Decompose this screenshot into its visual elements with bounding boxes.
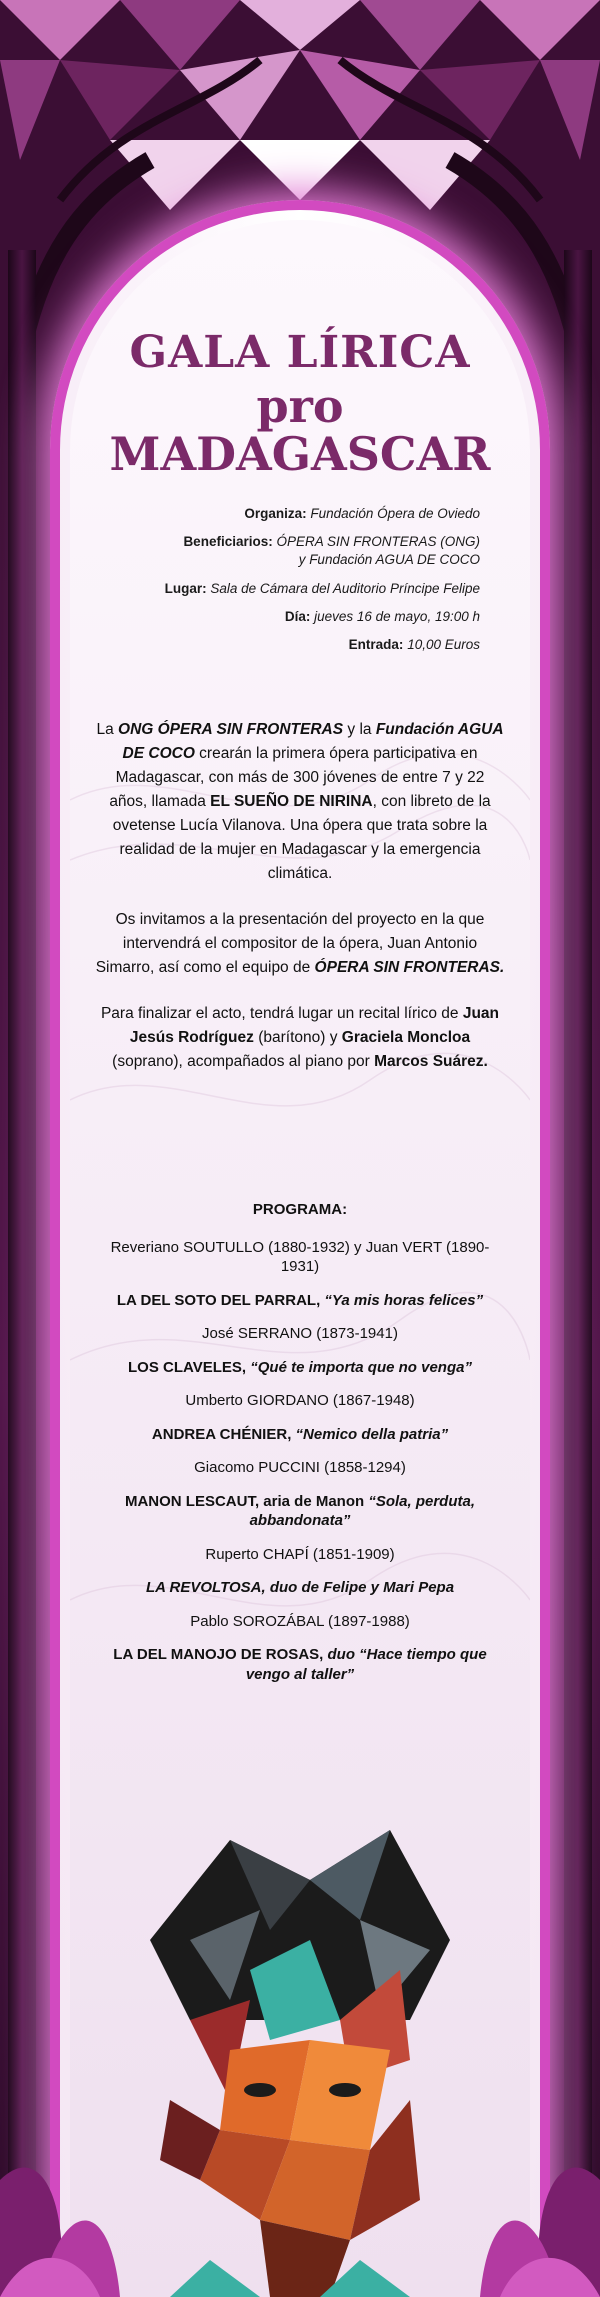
detail-entrada: Entrada: 10,00 Euros xyxy=(348,637,480,653)
program-composer: Ruperto CHAPÍ (1851-1909) xyxy=(205,1545,395,1563)
foliage-illustration xyxy=(0,2080,600,2297)
program-work: ANDREA CHÉNIER, “Nemico della patria” xyxy=(151,1425,449,1443)
title-line-2: pro MADAGASCAR xyxy=(109,379,491,482)
program-work: MANON LESCAUT, aria de Manon “Sola, perduta, abbandonata” xyxy=(124,1492,476,1529)
program-composer: Reveriano SOUTULLO (1880-1932) y Juan VERT (1890-1931) xyxy=(110,1238,490,1275)
tree-trunk-right xyxy=(564,250,592,2297)
detail-lugar: Lugar: Sala de Cámara del Auditorio Príncipe Felipe xyxy=(164,580,480,596)
program-work: LA DEL MANOJO DE ROSAS, duo “Hace tiempo que vengo al taller” xyxy=(113,1646,487,1683)
program-composer: Umberto GIORDANO (1867-1948) xyxy=(185,1392,415,1409)
intro-paragraph-3: Para finalizar el acto, tendrá lugar un recital lírico de Juan Jesús Rodríguez (barítono) y Graciela Moncloa (soprano), acompañados al piano por Marcos Suárez. xyxy=(100,1005,500,1071)
title-line-1: GALA LÍRICA xyxy=(129,327,471,378)
program-composer: Giacomo PUCCINI (1858-1294) xyxy=(194,1459,406,1476)
program-work: LA DEL SOTO DEL PARRAL, “Ya mis horas felices” xyxy=(116,1291,484,1309)
detail-dia: Día: jueves 16 de mayo, 19:00 h xyxy=(284,608,480,624)
intro-paragraph-1: La ONG ÓPERA SIN FRONTERAS y la Fundación AGUA DE COCO crearán la primera ópera participativa en Madagascar, con más de 300 jóvenes de entre 7 y 22 años, llamada EL SUEÑO DE NIRINA, con libreto de la ovetense Lucía Vilanova. Una ópera que trata sobre la realidad de la mujer en Madagascar y la emergencia climática. xyxy=(96,721,504,883)
program-work: LOS CLAVELES, “Qué te importa que no venga” xyxy=(128,1358,472,1376)
program-work: LA REVOLTOSA, duo de Felipe y Mari Pepa xyxy=(145,1579,455,1596)
page-title xyxy=(70,327,530,482)
event-details xyxy=(100,505,480,664)
detail-beneficiarios: Beneficiarios: ÓPERA SIN FRONTERAS (ONG) y Fundación AGUA DE COCO xyxy=(183,534,480,568)
program-composer: Pablo SOROZÁBAL (1897-1988) xyxy=(190,1612,410,1630)
intro-text xyxy=(95,718,505,1096)
tree-trunk-left xyxy=(8,250,36,2297)
program-composer: José SERRANO (1873-1941) xyxy=(202,1325,398,1342)
detail-organiza: Organiza: Fundación Ópera de Oviedo xyxy=(244,506,480,521)
program-heading: PROGRAMA: xyxy=(252,1201,348,1218)
program-list xyxy=(95,1200,505,1698)
intro-paragraph-2: Os invitamos a la presentación del proyecto en la que intervendrá el compositor de la ópera, Juan Antonio Simarro, así como el equipo de ÓPERA SIN FRONTERAS. xyxy=(95,911,505,977)
